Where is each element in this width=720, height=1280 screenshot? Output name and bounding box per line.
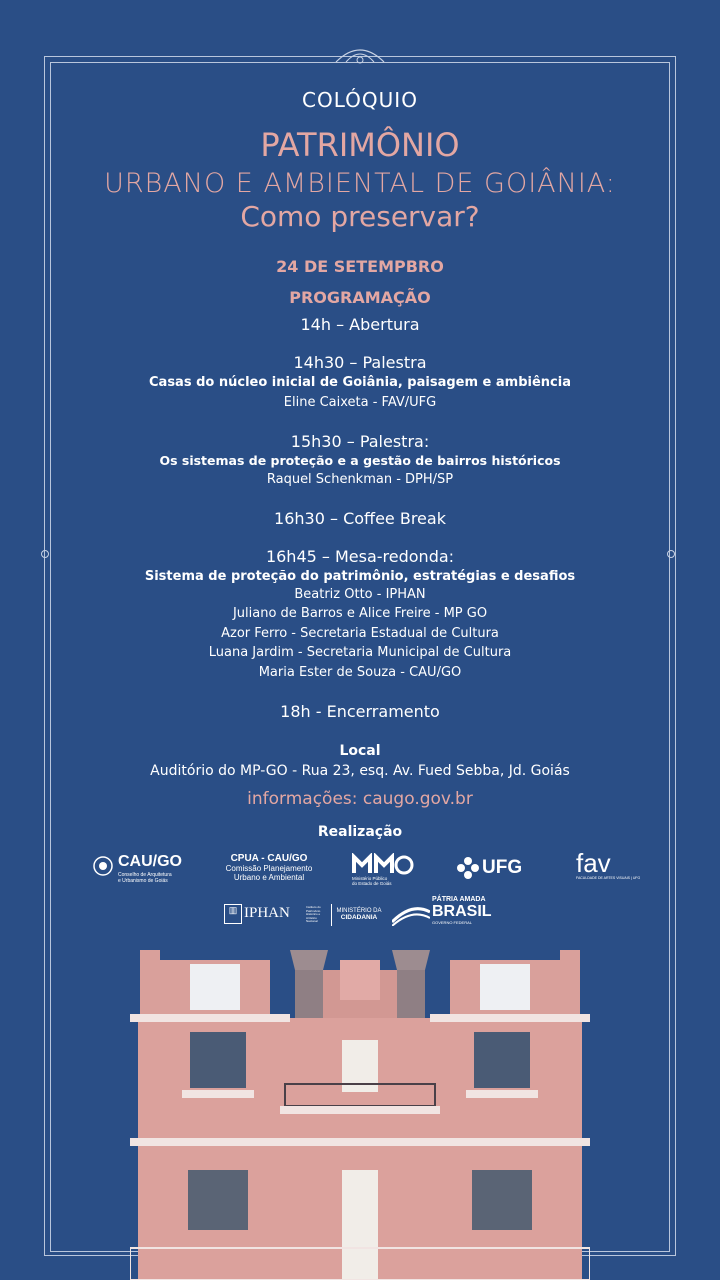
iphan-name: IPHAN [244, 905, 290, 921]
event-kicker: COLÓQUIO [302, 88, 418, 112]
cau-emblem-icon [92, 855, 114, 877]
schedule-item-closing: 18h - Encerramento [280, 702, 440, 721]
cpua-name: CPUA - CAU/GO [230, 853, 308, 864]
logo-divider [331, 904, 332, 926]
schedule-item-talk1-speaker: Eline Caixeta - FAV/UFG [283, 395, 437, 410]
cau-sub: Conselho de Arquitetura e Urbanismo de Goiás [118, 872, 172, 884]
fav-sub: FACULDADE DE ARTES VISUAIS | UFG [576, 876, 641, 880]
schedule-item-opening: 14h – Abertura [300, 315, 420, 334]
fav-name: fav [576, 848, 611, 878]
frame-ornament-icon [330, 40, 390, 70]
schedule-item-coffee: 16h30 – Coffee Break [274, 509, 446, 528]
cpua-logo [224, 853, 314, 887]
sponsors-heading: Realização [317, 824, 403, 840]
panel-speaker: Juliano de Barros e Alice Freire - MP GO [232, 606, 488, 621]
cau-go-logo [92, 853, 192, 887]
location-address: Auditório do MP-GO - Rua 23, esq. Av. Fued Sebba, Jd. Goiás [150, 763, 570, 779]
event-title: PATRIMÔNIO [260, 126, 460, 164]
panel-speaker: Azor Ferro - Secretaria Estadual de Cultura [221, 626, 499, 641]
schedule-item-talk2-time: 15h30 – Palestra: [290, 432, 430, 451]
schedule-item-talk1-subject: Casas do núcleo inicial de Goiânia, paisagem e ambiência [149, 375, 571, 390]
schedule-item-panel-time: 16h45 – Mesa-redonda: [265, 547, 455, 566]
cpua-sub: Comissão Planejamento Urbano e Ambiental [225, 864, 313, 882]
schedule-item-talk1-time: 14h30 – Palestra [293, 353, 427, 372]
ministerio-logo: MINISTÉRIO DA CIDADANIA [336, 908, 382, 921]
iphan-logo [224, 904, 326, 924]
event-question: Como preservar? [240, 200, 480, 233]
location-heading: Local [339, 743, 381, 759]
schedule-item-talk2-subject: Os sistemas de proteção e a gestão de bairros históricos [159, 453, 561, 468]
cau-name: CAU/GO [118, 853, 182, 870]
mp-go-logo: Ministério Público do Estado de Goiás [352, 853, 414, 887]
panel-speaker: Luana Jardim - Secretaria Municipal de Cultura [208, 645, 512, 660]
historic-building-illustration [130, 940, 590, 1280]
iphan-emblem-icon: ▥ [224, 904, 242, 924]
program-heading: PROGRAMAÇÃO [289, 288, 431, 307]
brasil-logo: PÁTRIA AMADA BRASIL GOVERNO FEDERAL [392, 896, 502, 928]
event-date: 24 DE SETEMPBRO [276, 257, 444, 276]
schedule-item-talk2-speaker: Raquel Schenkman - DPH/SP [266, 472, 454, 487]
schedule-item-panel-subject: Sistema de proteção do patrimônio, estratégias e desafios [144, 569, 576, 584]
info-link[interactable]: informações: caugo.gov.br [247, 789, 473, 809]
iphan-sub: Instituto do Patrimônio Histórico e Artístico Nacional [306, 906, 321, 922]
ufg-name: UFG [482, 857, 523, 878]
panel-speaker: Beatriz Otto - IPHAN [294, 587, 426, 602]
event-subtitle: URBANO E AMBIENTAL DE GOIÂNIA: [104, 168, 616, 199]
brasil-emblem-icon [392, 898, 430, 926]
ufg-emblem-icon [456, 856, 480, 880]
fav-logo [576, 850, 640, 884]
panel-speaker: Maria Ester de Souza - CAU/GO [258, 665, 462, 680]
mp-emblem-icon [352, 853, 414, 875]
ufg-logo [456, 856, 532, 882]
